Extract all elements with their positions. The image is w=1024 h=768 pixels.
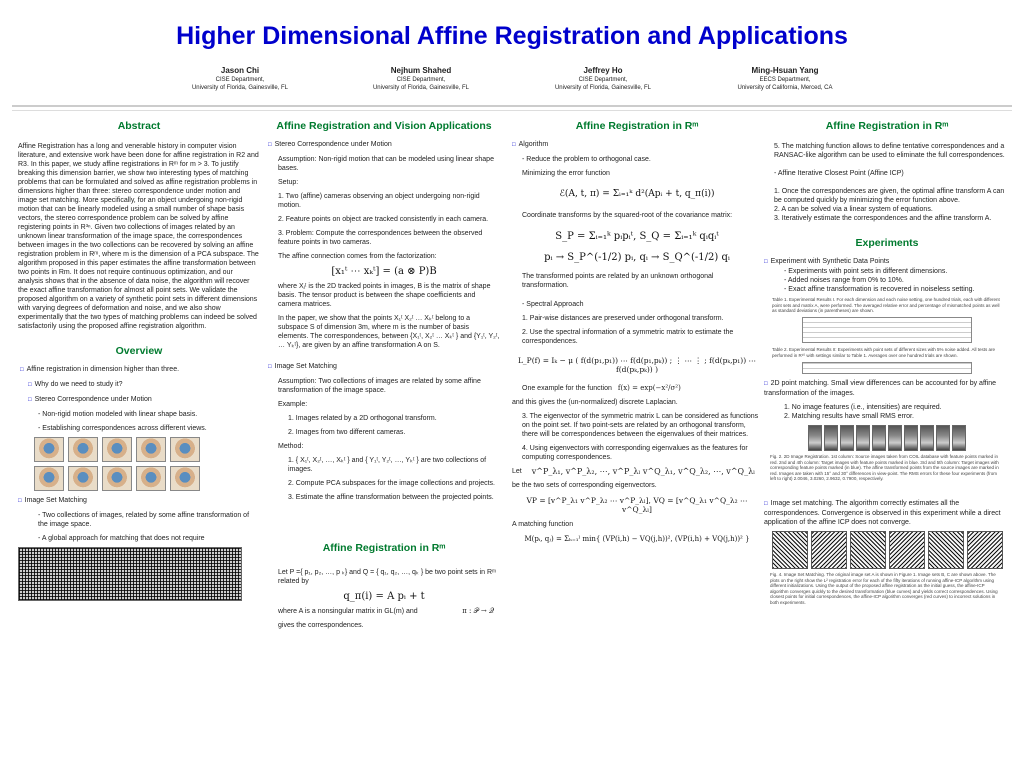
list-item: - Exact affine transformation is recovered in noiseless setting. bbox=[784, 286, 975, 293]
text-block: gives the correspondences. bbox=[278, 622, 364, 629]
author-block bbox=[503, 66, 703, 92]
author-dept: CISE Department, bbox=[396, 77, 446, 83]
column-2 bbox=[268, 120, 500, 630]
text-block: 3. Problem: Compute the correspondences between the observed feature points in two cameras. bbox=[278, 230, 483, 246]
text-block: 2. Images from two different cameras. bbox=[288, 429, 406, 436]
list-item-text: Image set matching. The algorithm correctly estimates all the correspondences. Convergence is observed in this experiment while a direct application of the affine ICP does not converge. bbox=[764, 500, 1001, 526]
list-item bbox=[268, 140, 500, 150]
list-item-text: 2D point matching. Small view differences can be accounted for by affine transformation of the images. bbox=[764, 380, 997, 397]
list-item bbox=[18, 365, 260, 375]
text-block: Let P ={ p₁, p₂, …, p ₖ} and Q = { q₁, q₂, …, qₖ } be two point sets in Rᵐ related by bbox=[278, 569, 497, 585]
list-item bbox=[18, 380, 260, 390]
text-block: 3. Iteratively estimate the correspondences and the affine transform A. bbox=[774, 215, 992, 222]
section-heading: Affine Registration and Vision Applications bbox=[276, 120, 492, 132]
text-block: Method: bbox=[278, 443, 304, 450]
text-block: Assumption: Two collections of images are related by some affine transformation of the image space. bbox=[278, 378, 481, 394]
list-item bbox=[764, 379, 1010, 398]
text-block: A matching function bbox=[512, 521, 574, 528]
equation-laplacian: L_P(f) = Iₖ − μ ( f(d(p₁,p₁)) ⋯ f(d(p₁,pₖ)) ; ⋮ ⋯ ⋮ ; f(d(pₖ,p₁)) ⋯ f(d(pₖ,pₖ)) ) bbox=[517, 356, 757, 374]
list-item-text: Why do we need to study it? bbox=[34, 381, 123, 388]
equation-matching: M(pᵢ, qⱼ) = Σₕ₌₁ˡ min{ (VP(i,h) − VQ(j,h))², (VP(i,h) + VQ(j,h))² } bbox=[524, 535, 750, 543]
text-block: 3. Estimate the affine transformation between the projected points. bbox=[288, 494, 494, 501]
equation-error: ℰ(A, t, π) = Σᵢ₌₁ᵏ d²(Apᵢ + t, q_π(i)) bbox=[559, 189, 715, 199]
text-block: 2. Feature points on object are tracked consistently in each camera. bbox=[278, 216, 489, 223]
figure-2d-registration bbox=[764, 425, 1010, 451]
text-let: Let bbox=[512, 468, 522, 475]
text-block: - Affine Iterative Closest Point (Affine ICP) bbox=[774, 170, 904, 177]
equation-correspondence: π : 𝒫 → 𝒬 bbox=[462, 607, 494, 615]
list-item-text: Image Set Matching bbox=[24, 497, 87, 504]
figure-image bbox=[967, 531, 1003, 569]
list-item-text: Image Set Matching bbox=[274, 363, 337, 370]
figure-image bbox=[811, 531, 847, 569]
list-item: 2. Matching results have small RMS error. bbox=[784, 413, 914, 420]
author-name: Nejhum Shahed bbox=[390, 66, 452, 75]
figure-image bbox=[928, 531, 964, 569]
text-block: Coordinate transforms by the squared-root of the covariance matrix: bbox=[522, 212, 733, 219]
image-set-grid bbox=[18, 547, 242, 601]
author-univ: University of Florida, Gainesville, FL bbox=[191, 85, 289, 91]
divider bbox=[12, 110, 1012, 111]
section-heading: Experiments bbox=[855, 237, 919, 249]
text-block bbox=[512, 467, 762, 476]
divider bbox=[12, 105, 1012, 107]
text-block: 2. Compute PCA subspaces for the image collections and projects. bbox=[288, 480, 495, 487]
text-block: The affine connection comes from the factorization: bbox=[278, 253, 437, 260]
face-image bbox=[34, 437, 64, 462]
text-block: 1. Pair-wise distances are preserved under orthogonal transform. bbox=[522, 315, 724, 322]
face-image bbox=[34, 466, 64, 491]
table-caption: Table 2. Experimental Results II: Experiments with point sets of different sizes with 5% noise added. All tests are performed in R¹⁰ with settings similar to Table 1. Averages over one hundred trials are shown. bbox=[772, 347, 996, 358]
face-image bbox=[136, 437, 166, 462]
author-dept: CISE Department, bbox=[578, 77, 628, 83]
section-heading: Abstract bbox=[117, 120, 161, 132]
list-item-text: Affine registration in dimension higher than three. bbox=[26, 366, 180, 373]
equation-eigen-matrices: VP = [v^P_λ₁ v^P_λ₂ ⋯ v^P_λₗ], VQ = [v^Q_λ₁ v^Q_λ₂ ⋯ v^Q_λₗ] bbox=[526, 496, 748, 514]
text-block: - Spectral Approach bbox=[522, 301, 584, 308]
column-4 bbox=[764, 120, 1010, 618]
list-item bbox=[512, 140, 762, 150]
section-heading: Overview bbox=[115, 345, 163, 357]
figure-image bbox=[772, 531, 808, 569]
figure-image bbox=[872, 425, 886, 451]
text-block: In the paper, we show that the points X₁ᵗ X₂ᵗ … Xₖᵗ belong to a subspace S of dimension 3m, where m is the number of basis elements. The correspondences, between {X₁ᵗ, X₂ᵗ … Xₖᵗ } and {Y₁ᵗ, Y₂ᵗ, … Yₖᵗ}, are given by an affine transformation A on S. bbox=[278, 315, 500, 349]
text-block: 4. Using eigenvectors with corresponding eigenvalues as the features for computing correspondences. bbox=[522, 445, 748, 461]
list-item: - A global approach for matching that does not require bbox=[38, 535, 205, 542]
equation-transform: pᵢ → S_P^(-1/2) pᵢ, qᵢ → S_Q^(-1/2) qᵢ bbox=[544, 252, 730, 263]
section-heading: Affine Registration in Rᵐ bbox=[825, 120, 949, 132]
text-block: where Xⱼᵗ is the 2D tracked points in images, B is the matrix of shape basis. The tensor product is between the shape coefficients and camera matrices. bbox=[278, 283, 491, 308]
face-image bbox=[102, 437, 132, 462]
equation-eigenvectors: v^P_λ₁, v^P_λ₂, ⋯, v^P_λₗ v^Q_λ₁, v^Q_λ₂, ⋯, v^Q_λₗ bbox=[531, 467, 756, 476]
author-name: Jeffrey Ho bbox=[583, 66, 623, 75]
text-block bbox=[512, 384, 762, 393]
text-block: 1. Two (affine) cameras observing an object undergoing non-rigid motion. bbox=[278, 193, 480, 209]
figure-image bbox=[888, 425, 902, 451]
text-block: 5. The matching function allows to define tentative correspondences and a RANSAC-like algorithm can be used to eliminate the full correspondences. bbox=[774, 143, 1005, 159]
author-block bbox=[321, 66, 521, 92]
author-dept: CISE Department, bbox=[215, 77, 265, 83]
table-caption: Table 1. Experimental Results I. For each dimension and each noise setting, one hundred trials, each with different point sets and matrix A, were performed. The averaged relative error and percentage of mismatched points as well as standard deviations (in parentheses) are shown. bbox=[772, 297, 1000, 313]
figure-image bbox=[936, 425, 950, 451]
list-item: - Establishing correspondences across different views. bbox=[38, 425, 207, 432]
poster-title: Higher Dimensional Affine Registration and Applications bbox=[176, 22, 848, 50]
list-item bbox=[268, 362, 500, 372]
text-block: - Reduce the problem to orthogonal case. bbox=[522, 156, 651, 163]
text-block: The transformed points are related by an unknown orthogonal transformation. bbox=[522, 273, 714, 289]
list-item: 1. No image features (i.e., intensities) are required. bbox=[784, 404, 942, 411]
figure-image bbox=[856, 425, 870, 451]
column-1 bbox=[18, 120, 260, 601]
equation-factorization: [x₁ᵗ ⋯ xₖᵗ] = (a ⊗ P)B bbox=[331, 266, 437, 277]
text-block: Example: bbox=[278, 401, 308, 408]
text-block: and this gives the (un-normalized) discrete Laplacian. bbox=[512, 399, 678, 406]
list-item-text: Stereo Correspondence under Motion bbox=[34, 396, 152, 403]
figure-image bbox=[904, 425, 918, 451]
figure-image bbox=[920, 425, 934, 451]
author-block bbox=[140, 66, 340, 92]
text-block: 3. The eigenvector of the symmetric matrix L can be considered as functions on the point set. If two point-sets are related by an orthogonal transform, there will be correspondences between the eigenvalues of their matrices. bbox=[522, 413, 759, 438]
list-item-text: Algorithm bbox=[518, 141, 549, 148]
section-heading: Affine Registration in Rᵐ bbox=[575, 120, 699, 132]
figure-image bbox=[850, 531, 886, 569]
list-item: - Experiments with point sets in different dimensions. bbox=[784, 268, 948, 275]
text-block: Assumption: Non-rigid motion that can be modeled using linear shape bases. bbox=[278, 156, 494, 172]
list-item-text: Experiment with Synthetic Data Points bbox=[770, 258, 890, 265]
results-table-1 bbox=[802, 317, 972, 343]
section-heading: Affine Registration in Rᵐ bbox=[322, 542, 446, 554]
text-block: 2. A can be solved via a linear system of equations. bbox=[774, 206, 933, 213]
face-image bbox=[102, 466, 132, 491]
figure-image bbox=[840, 425, 854, 451]
text-where: where A is a nonsingular matrix in GL(m) and bbox=[278, 608, 418, 615]
list-item bbox=[18, 496, 260, 506]
abstract-text: Affine Registration has a long and venerable history in computer vision literature, and extensive work have been done for affine registration in R2 and R3. In this paper, we study affine registrations in Rᵐ for m > 3. To justify breaking this dimension barrier, we show two interesting types of matching problems that can be formulated and solved as affine registration problems in dimensions higher than three: stereo correspondence under motion and image set matching. More specifically, for an object undergoing non-rigid motion that can be linearly modeled using a small number of shape basis vectors, the stereo correspondence problem can be solved by affine registering points in R³ⁿ. Given two collections of images related by an unknown linear transformation of the image space, the correspondences between images in the two collections can be recovered by solving an affine registration problem in Rᵐ, where m is the dimension of a PCA subspace. The algorithm proposed in this paper estimates the affine transformation between two points in Rm. It does not require continuous optimization, and our analysis shows that in the absence of data noise, the algorithm will recover the exact affine transformation for almost all point sets. We validate the proposed algorithm on a variety of synthetic point sets in different dimensions with varying degrees of deformation and noise, and we also show experimentally that the two types of matching problems can indeed be solved satisfactorily using the proposed affine registration algorithm. bbox=[18, 143, 259, 330]
figure-caption: Fig. 2. 2D Image Registration. 1st column: Source images taken from COIL database with feature points marked in red. 2nd and 4th column: Target images with feature points marked in blue. 3rd and 5th column: Target images with corresponding feature points marked (in blue). The affine transformed points from the source images are marked in red. Images are taken with 15° and 30° differences in view-point. The RMS errors for these four experiments (from left to right) 2.0046, 3.0260, 2.9632, 0.7900, respectively. bbox=[770, 454, 999, 481]
text-block: be the two sets of corresponding eigenvectors. bbox=[512, 482, 657, 489]
figure-image bbox=[889, 531, 925, 569]
figure-image bbox=[824, 425, 838, 451]
face-image bbox=[68, 437, 98, 462]
face-image bbox=[170, 466, 200, 491]
text-block: Minimizing the error function bbox=[522, 170, 610, 177]
text-block bbox=[268, 607, 500, 616]
list-item bbox=[764, 499, 1010, 527]
face-image bbox=[68, 466, 98, 491]
author-dept: EECS Department, bbox=[759, 77, 811, 83]
equation-gaussian: f(x) = exp(−x²/σ²) bbox=[617, 384, 681, 392]
text-example: One example for the function bbox=[522, 385, 612, 392]
image-row bbox=[18, 466, 260, 491]
face-image bbox=[136, 466, 166, 491]
text-block: 1. { X₁ᵗ, X₂ᵗ, …, Xₖᵗ } and { Y₁ᵗ, Y₂ᵗ, …, Yₖᵗ } are two collections of images. bbox=[288, 457, 487, 473]
text-block: Setup: bbox=[278, 179, 299, 186]
list-item bbox=[764, 257, 1010, 267]
list-item: - Non-rigid motion modeled with linear shape basis. bbox=[38, 411, 198, 418]
list-item: - Two collections of images, related by some affine transformation of the image space. bbox=[38, 512, 250, 528]
text-block: 2. Use the spectral information of a symmetric matrix to estimate the correspondences. bbox=[522, 329, 734, 345]
figure-image bbox=[952, 425, 966, 451]
equation-covariance: S_P = Σᵢ₌₁ᵏ pᵢpᵢᵗ, S_Q = Σᵢ₌₁ᵏ qᵢqᵢᵗ bbox=[555, 231, 719, 242]
text-block: 1. Images related by a 2D orthogonal transform. bbox=[288, 415, 437, 422]
author-univ: University of Florida, Gainesville, FL bbox=[372, 85, 470, 91]
face-image bbox=[170, 437, 200, 462]
author-block bbox=[685, 66, 885, 92]
image-row bbox=[18, 437, 260, 462]
results-table-2 bbox=[802, 362, 972, 374]
author-univ: University of California, Merced, CA bbox=[737, 85, 833, 91]
author-univ: University of Florida, Gainesville, FL bbox=[554, 85, 652, 91]
list-item bbox=[18, 395, 260, 405]
figure-image bbox=[808, 425, 822, 451]
author-name: Ming-Hsuan Yang bbox=[751, 66, 819, 75]
list-item-text: Stereo Correspondence under Motion bbox=[274, 141, 392, 148]
figure-caption: Fig. 4. Image Set Matching. The original image set A is shown in Figure 1. Image sets B, C are shown above. The plots on the right show the L² registration error for each of the fifty iterations of running affine-ICP algorithm using different initializations. Using the output of the proposed affine registration as the initial guess, the affine-ICP algorithm converges quickly to the desired transformation (blue curves) and yields correct correspondences. Using closest points for initial correspondences, the affine-ICP algorithm converges (red curves) to incorrect solutions in both experiments. bbox=[770, 572, 998, 605]
list-item: - Added noises range from 0% to 10%. bbox=[784, 277, 904, 284]
text-block: 1. Once the correspondences are given, the optimal affine transform A can be computed quickly by minimizing the error function above. bbox=[774, 188, 1005, 204]
figure-image-set bbox=[764, 531, 1010, 569]
column-3 bbox=[512, 120, 762, 550]
author-name: Jason Chi bbox=[220, 66, 260, 75]
equation-affine: q_π(i) = A pᵢ + t bbox=[343, 591, 425, 602]
